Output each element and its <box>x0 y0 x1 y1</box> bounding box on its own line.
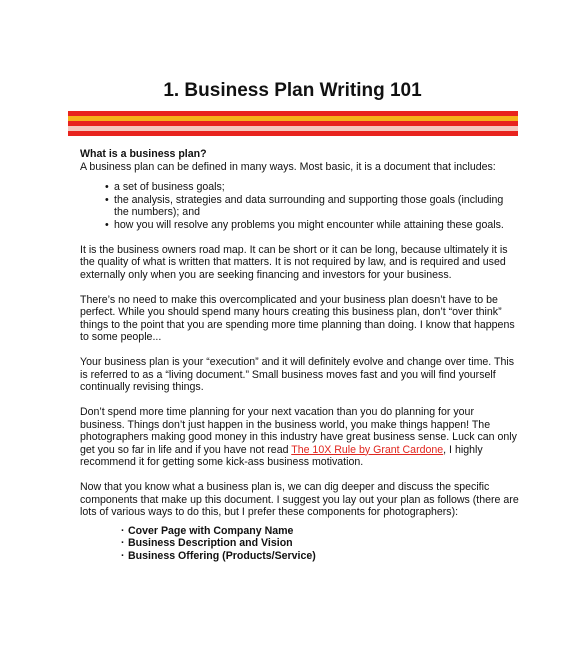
intro-paragraph: A business plan can be defined in many ways. Most basic, it is a document that includes: <box>80 160 496 173</box>
paragraph-planning <box>80 406 520 469</box>
section-heading: What is a business plan? <box>80 148 207 160</box>
stripe-red-bottom <box>68 131 518 136</box>
paragraph-text: Don’t spend more time planning for your next vacation than you do planning for your business. Things don’t just happen in the business world, you make things happen! The photographers making good money in this industry have great business sense. Luck can only get you so far in life and if you have not read <box>80 406 517 456</box>
paragraph-components-intro: Now that you know what a business plan is, we can dig deeper and discuss the specific components that make up this document. I suggest you lay out your plan as follows (there are lots of various ways to do this, but I prefer these components for photographers): <box>80 481 519 518</box>
list-item: • how you will resolve any problems you might encounter while attaining these goals. <box>105 219 520 232</box>
book-link[interactable]: The 10X Rule by Grant Cardone <box>291 443 444 456</box>
definition-list <box>80 181 520 231</box>
paragraph-road-map: It is the business owners road map. It can be short or it can be long, because ultimately it is the quality of what is written that matters. It is not required by law, and is required and used externally only when you are seeking financing and investors for your business. <box>80 243 508 281</box>
components-list <box>80 525 520 563</box>
paragraph-text: , I highly recommend it for getting some kick-ass business motivation. <box>80 443 483 468</box>
list-item: · Business Description and Vision <box>121 537 520 550</box>
list-item: · Cover Page with Company Name <box>121 525 520 538</box>
header-stripes <box>68 111 518 136</box>
page-title: 1. Business Plan Writing 101 <box>163 80 422 101</box>
paragraph-execution: Your business plan is your “execution” and it will definitely evolve and change over time. This is referred to as a “living document.” Small business moves fast and you will find yourself continually revising things. <box>80 356 514 393</box>
list-item: • a set of business goals; <box>105 181 520 194</box>
document-body <box>80 148 520 562</box>
list-item: · Business Offering (Products/Service) <box>121 550 520 563</box>
list-item: • the analysis, strategies and data surrounding and supporting those goals (including the numbers); and <box>105 194 520 219</box>
paragraph-overcomplicated: There’s no need to make this overcomplicated and your business plan doesn’t have to be perfect. While you should spend many hours creating this business plan, don’t “over think” things to the point that you are spending more time planning than doing. I know that happens to some people... <box>80 293 515 343</box>
